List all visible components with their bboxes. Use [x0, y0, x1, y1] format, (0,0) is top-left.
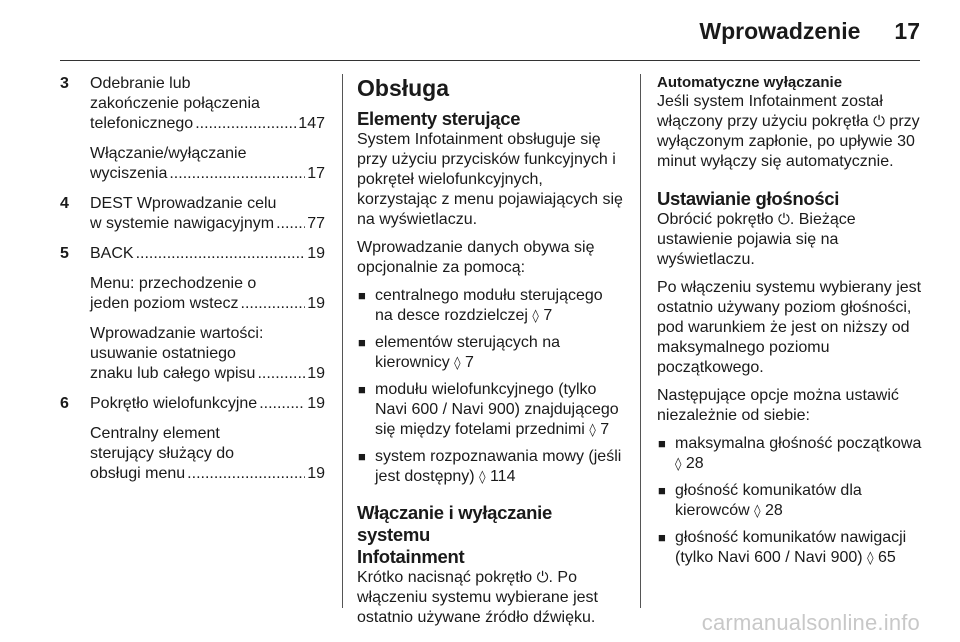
description-line: Wprowadzanie wartości:: [90, 325, 264, 342]
auto-off-paragraph: [657, 92, 923, 172]
volume-text-start: Obrócić pokrętło: [657, 211, 774, 228]
description-leader-line: [90, 214, 325, 234]
cross-reference-icon: ◊: [867, 551, 874, 566]
description-text: jeden poziom wstecz: [90, 295, 239, 312]
page-reference: 17: [307, 165, 325, 182]
volume-knob-icon: ⏻: [777, 210, 790, 228]
page-reference: 65: [877, 549, 896, 566]
legend-description: [90, 394, 325, 414]
watermark: carmanualsonline.info: [701, 610, 920, 635]
power-text-end: . Po włączeniu systemu wybierane jest ostatnio używane źródło dźwięku.: [357, 569, 598, 626]
cross-reference-icon: ◊: [479, 470, 486, 485]
dot-leader: [136, 244, 306, 264]
legend-column: [60, 74, 325, 494]
description-line: usuwanie ostatniego: [90, 345, 236, 362]
dot-leader: [187, 464, 305, 484]
page-number: 17: [894, 18, 920, 44]
list-item: [657, 481, 923, 522]
page-reference: 19: [307, 295, 325, 312]
bullet-icon: ■: [658, 483, 666, 498]
description-leader-line: [90, 364, 325, 384]
auto-off-text-start: Jeśli system Infotainment został włączony przy użyciu pokrętła: [657, 93, 883, 130]
description-leader-line: [90, 464, 325, 484]
page-reference: 77: [307, 215, 325, 232]
legend-entry: [60, 394, 325, 484]
header-divider: [60, 60, 920, 61]
list-item: [357, 447, 624, 488]
input-methods-paragraph: Wprowadzanie danych obywa się opcjonalnie za pomocą:: [357, 239, 595, 276]
legend-number: 3: [60, 75, 69, 92]
volume-paragraph: [657, 210, 923, 270]
page-reference: 114: [489, 468, 516, 485]
description-leader-line: [90, 294, 325, 314]
power-knob-icon: ⏻: [873, 112, 885, 130]
column-divider-2: [640, 74, 641, 608]
legend-entry: [60, 244, 325, 384]
legend-number: 4: [60, 195, 69, 212]
volume-memory-paragraph: Po włączeniu systemu wybierany jest ostatnio używany poziom głośności, pod warunkiem że jest on niższy od maksymalnego poziomu początkowego.: [657, 279, 922, 376]
volume-heading: Ustawianie głośności: [657, 188, 840, 209]
page-reference: 19: [307, 465, 325, 482]
description-line: DEST Wprowadzanie celu: [90, 195, 277, 212]
bullet-icon: ■: [358, 288, 366, 303]
description-text: w systemie nawigacyjnym: [90, 215, 275, 232]
page-reference: 28: [685, 455, 704, 472]
dot-leader: [195, 114, 296, 134]
bullet-icon: ■: [658, 436, 666, 451]
page-header: [699, 18, 920, 45]
list-item-text: głośność komunikatów dla kierowców: [675, 482, 862, 519]
description-line: Centralny element: [90, 425, 220, 442]
cross-reference-icon: ◊: [675, 457, 682, 472]
description-line: sterujący służący do: [90, 445, 235, 462]
volume-options-list: [657, 434, 923, 569]
description-leader-line: [90, 394, 325, 414]
list-item-text: elementów sterujących na kierownicy: [375, 334, 560, 371]
page-reference: 7: [465, 354, 474, 371]
description-text: BACK: [90, 245, 134, 262]
list-item: [357, 380, 624, 441]
page-reference: 19: [307, 365, 325, 382]
legend-description: [90, 244, 325, 264]
description-text: telefonicznego: [90, 115, 194, 132]
page-reference: 147: [298, 115, 325, 132]
list-item: [357, 286, 624, 327]
power-heading-line1: Włączanie i wyłączanie systemu: [357, 502, 552, 545]
legend-entry: [60, 194, 325, 234]
legend-number: 6: [60, 395, 69, 412]
operation-column: [357, 74, 624, 636]
legend-description: [90, 424, 325, 484]
cross-reference-icon: ◊: [754, 504, 761, 519]
power-paragraph: [357, 568, 624, 628]
bullet-icon: ■: [358, 335, 366, 350]
list-item: [657, 528, 923, 569]
dot-leader: [169, 164, 305, 184]
list-item: [357, 333, 624, 374]
controls-intro-paragraph: System Infotainment obsługuje się przy użyciu przycisków funkcyjnych i pokręteł wielofunkcyjnych, korzystając z menu pojawiających się na wyświetlaczu.: [357, 131, 623, 228]
dot-leader: [276, 214, 305, 234]
legend-entry: [60, 74, 325, 184]
controls-heading: Elementy sterujące: [357, 108, 521, 129]
page-reference: 28: [765, 502, 783, 519]
list-item-text: centralnego modułu sterującego na desce rozdzielczej: [375, 287, 603, 324]
list-item-text: maksymalna głośność początkowa: [675, 435, 922, 452]
power-knob-icon: ⏻: [536, 568, 549, 586]
volume-text-end: . Bieżące ustawienie pojawia się na wyświetlaczu.: [657, 211, 856, 268]
dot-leader: [259, 394, 305, 414]
power-heading: [357, 502, 624, 568]
volume-options-paragraph: Następujące opcje można ustawić niezależnie od siebie:: [657, 387, 899, 424]
bullet-icon: ■: [358, 382, 366, 397]
column-divider-1: [342, 74, 343, 608]
list-item: [657, 434, 923, 475]
description-leader-line: [90, 244, 325, 264]
description-text: Pokrętło wielofunkcyjne: [90, 395, 258, 412]
description-line: Odebranie lub: [90, 75, 191, 92]
auto-off-text-end: przy wyłączonym zapłonie, po upływie 30 minut wyłączy się automatycznie.: [657, 113, 920, 170]
dot-leader: [257, 364, 305, 384]
list-item-text: system rozpoznawania mowy (jeśli jest dostępny): [375, 448, 622, 485]
settings-column: [657, 74, 923, 577]
page-title: Wprowadzenie: [699, 18, 861, 44]
page-reference: 19: [307, 245, 325, 262]
description-leader-line: [90, 164, 325, 184]
cross-reference-icon: ◊: [532, 309, 539, 324]
page-reference: 7: [600, 421, 610, 438]
legend-number: 5: [60, 245, 69, 262]
description-text: wyciszenia: [90, 165, 168, 182]
legend-description: [90, 74, 325, 134]
bullet-icon: ■: [358, 449, 366, 464]
legend-description: [90, 144, 325, 184]
page-reference: 7: [543, 307, 553, 324]
list-item-text: modułu wielofunkcyjnego (tylko Navi 600 / Navi 900) znajdującego się między fotelami przednimi: [375, 381, 619, 438]
dot-leader: [241, 294, 306, 314]
section-title: Obsługa: [357, 75, 450, 101]
description-line: Menu: przechodzenie o: [90, 275, 257, 292]
description-line: zakończenie połączenia: [90, 95, 260, 112]
power-heading-line2: Infotainment: [357, 546, 465, 567]
description-text: obsługi menu: [90, 465, 186, 482]
description-leader-line: [90, 114, 325, 134]
cross-reference-icon: ◊: [454, 356, 461, 371]
power-text-start: Krótko nacisnąć pokrętło: [357, 569, 533, 586]
auto-off-heading: Automatyczne wyłączanie: [657, 74, 843, 91]
list-item-text: głośność komunikatów nawigacji (tylko Navi 600 / Navi 900): [675, 529, 907, 566]
legend-description: [90, 194, 325, 234]
description-text: znaku lub całego wpisu: [90, 365, 256, 382]
input-methods-list: [357, 286, 624, 488]
bullet-icon: ■: [658, 530, 666, 545]
cross-reference-icon: ◊: [589, 423, 596, 438]
page-reference: 19: [307, 395, 325, 412]
legend-description: [90, 324, 325, 384]
description-line: Włączanie/wyłączanie: [90, 145, 247, 162]
legend-description: [90, 274, 325, 314]
